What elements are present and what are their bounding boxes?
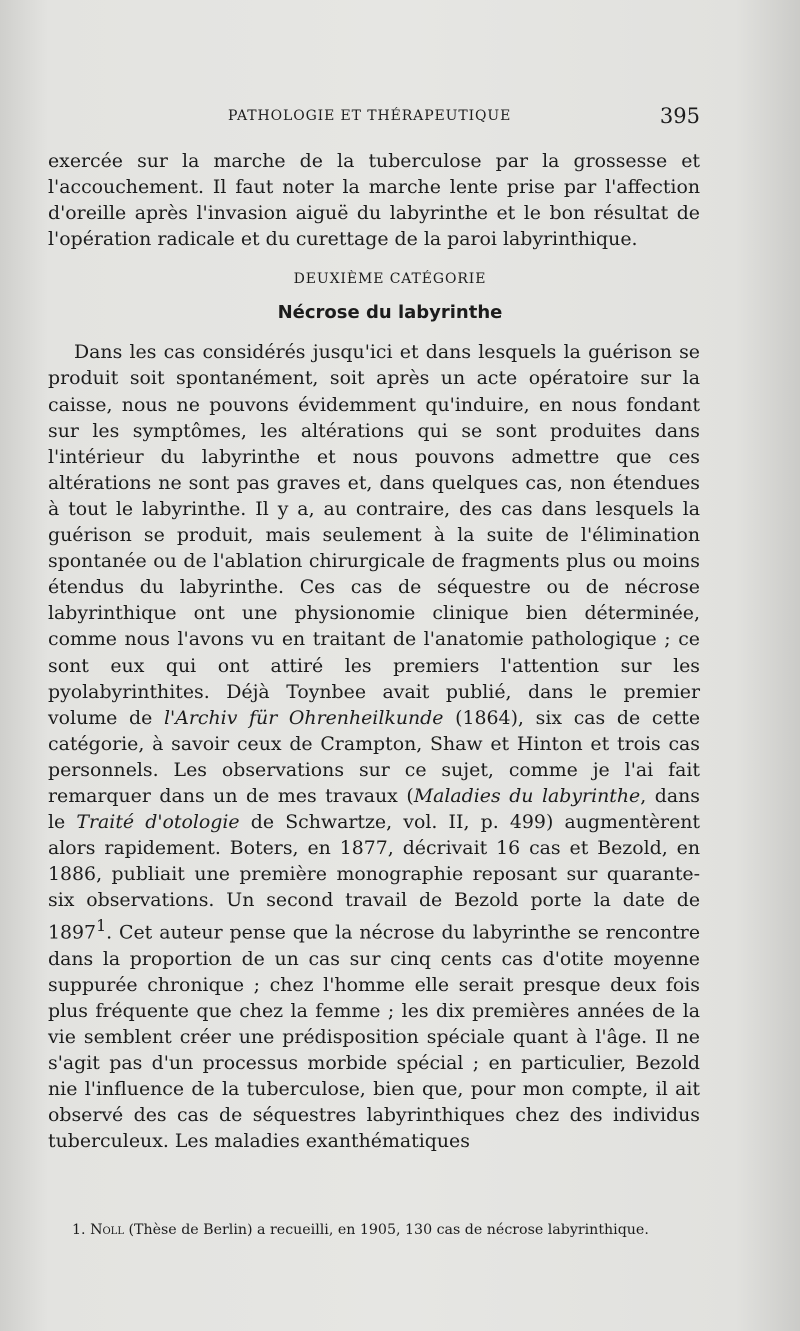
running-head: [48, 104, 700, 128]
footnote-reference: 1: [96, 916, 107, 936]
paragraph-text: (1864), six cas de cette catégorie, à savoir ceux de Crampton, Shaw et Hinton et trois cas personnels. Les observations sur ce sujet, comme je l'ai fait remarquer dans un de mes travaux (: [48, 706, 700, 807]
paragraph-text: de Schwartze, vol. II, p. 499) augmentèrent alors rapidement. Boters, en 1877, décrivait 16 cas et Bezold, en 1886, publiait une première monographie reposant sur quarante-six observations. Un second travail de Bezold porte la date de 1897: [48, 811, 701, 944]
section-title: Nécrose du labyrinthe: [277, 302, 503, 324]
page-number: 395: [659, 104, 700, 128]
footnote-text: (Thèse de Berlin) a recueilli, en 1905, 130 cas de nécrose labyrinthique.: [123, 1222, 649, 1238]
paragraph-text: , dans le: [48, 784, 700, 834]
footnote-author: Noll: [90, 1222, 124, 1238]
footnote-number: 1.: [72, 1222, 86, 1238]
paragraph-text: . Cet auteur pense que la nécrose du labyrinthe se rencontre dans la proportion de un cas sur cinq cents cas d'otite moyenne suppurée chronique ; chez l'homme elle serait presque deux fois plus fréquente que chez la femme ; les dix premières années de la vie semblent créer une prédisposition spéciale quant à l'âge. Il ne s'agit pas d'un processus morbide spécial ; en particulier, Bezold nie l'influence de la tuberculose, bien que, pour mon compte, il ait observé des cas de séquestres labyrinthiques chez des individus tuberculeux. Les maladies exanthématiques: [48, 921, 700, 1153]
treatise-title: Traité d'otologie: [76, 811, 240, 834]
body-text: [48, 148, 700, 1155]
work-title: Maladies du labyrinthe: [413, 784, 641, 807]
footnote: [48, 1221, 700, 1240]
paragraph-continuation: exercée sur la marche de la tuberculose par la grossesse et l'accouchement. Il faut noter la marche lente prise par l'affection d'oreille après l'invasion aiguë du labyrinthe et le bon résultat de l'opération radicale et du curettage de la paroi labyrinthique.: [48, 150, 700, 251]
section-label: DEUXIÈME CATÉGORIE: [293, 271, 487, 288]
journal-title: l'Archiv für Ohrenheilkunde: [164, 706, 444, 729]
paragraph-text: Dans les cas considérés jusqu'ici et dans lesquels la guérison se produit soit spontanément, soit après un acte opératoire sur la caisse, nous ne pouvons évidemment qu'induire, en nous fondant sur les symptômes, les altérations qui se sont produites dans l'intérieur du labyrinthe et nous pouvons admettre que ces altérations ne sont pas graves et, dans quelques cas, non étendues à tout le labyrinthe. Il y a, au contraire, des cas dans lesquels la guérison se produit, mais seulement à la suite de l'élimination spontanée ou de l'ablation chirurgicale de fragments plus ou moins étendus du labyrinthe. Ces cas de séquestre ou de nécrose labyrinthique ont une physionomie clinique bien déterminée, comme nous l'avons vu en traitant de l'anatomie pathologique ; ce sont eux qui ont attiré les premiers l'attention sur les pyolabyrinthites. Déjà Toynbee avait publié, dans le premier volume de: [48, 341, 700, 729]
paragraph-necrosis: [48, 339, 700, 1154]
running-title: PATHOLOGIE ET THÉRAPEUTIQUE: [228, 108, 512, 124]
